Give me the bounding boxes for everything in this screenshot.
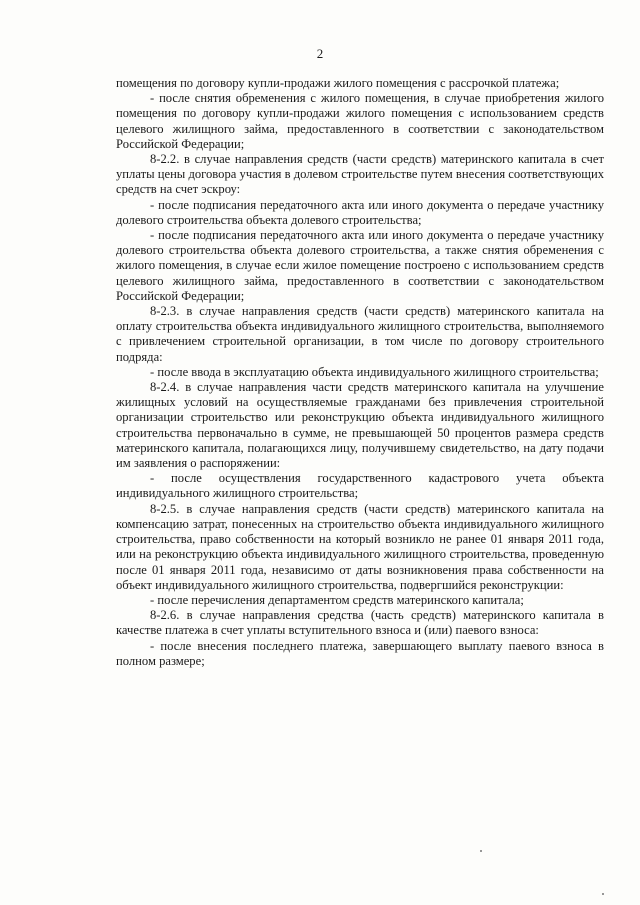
paragraph: - после перечисления департаментом средств материнского капитала; [150, 592, 524, 607]
paragraph: - после внесения последнего платежа, завершающего выплату паевого взноса в полном размере; [116, 638, 604, 668]
paragraph: 8-2.2. в случае направления средств (части средств) материнского капитала в счет уплаты цены договора участия в долевом строительстве путем внесения соответствующих средств на счет эскроу: [116, 152, 604, 197]
paragraph: - после ввода в эксплуатацию объекта индивидуального жилищного строительства; [150, 364, 599, 379]
paragraph: - после подписания передаточного акта или иного документа о передаче участнику долевого строительства объекта долевого строительства; [116, 197, 604, 227]
scan-speck [480, 850, 482, 852]
scan-speck [602, 893, 604, 895]
document-body [116, 76, 604, 669]
page-number: 2 [316, 46, 324, 61]
paragraph: - после подписания передаточного акта или иного документа о передаче участнику долевого строительства объекта долевого строительства, а также снятия обременения с жилого помещения, в случае если жилое помещение построено с использованием средств целевого жилищного займа, предоставленного в соответствии с законодательством Российской Федерации; [116, 228, 604, 303]
paragraph: 8-2.3. в случае направления средств (части средств) материнского капитала на оплату строительства объекта индивидуального жилищного строительства, выполняемого с привлечением строительной организации, в том числе по договору строительного подряда: [116, 304, 604, 364]
paragraph: - после снятия обременения с жилого помещения, в случае приобретения жилого помещения по договору купли-продажи жилого помещения с использованием средств целевого жилищного займа, предоставленного в соответствии с законодательством Российской Федерации; [116, 91, 604, 151]
paragraph: помещения по договору купли-продажи жилого помещения с рассрочкой платежа; [116, 76, 560, 90]
paragraph: 8-2.6. в случае направления средства (часть средств) материнского капитала в качестве платежа в счет уплаты вступительного взноса и (или) паевого взноса: [116, 608, 604, 638]
paragraph: - после осуществления государственного кадастрового учета объекта индивидуального жилищного строительства; [116, 471, 604, 501]
paragraph: 8-2.4. в случае направления части средств материнского капитала на улучшение жилищных условий на осуществляемые гражданами без привлечения строительной организации строительство или реконструкцию объекта индивидуального жилищного строительства первоначально в сумме, не превышающей 50 процентов размера средств материнского капитала, полагающихся лицу, получившему свидетельство, на дату подачи им заявления о распоряжении: [116, 380, 604, 471]
paragraph: 8-2.5. в случае направления средств (части средств) материнского капитала на компенсацию затрат, понесенных на строительство объекта индивидуального жилищного строительства, право собственности на который возникло не ранее 01 января 2011 года, или на реконструкцию объекта индивидуального жилищного строительства, проведенную после 01 января 2011 года, независимо от даты возникновения права собственности на объект индивидуального жилищного строительства, подвергшийся реконструкции: [116, 501, 604, 592]
